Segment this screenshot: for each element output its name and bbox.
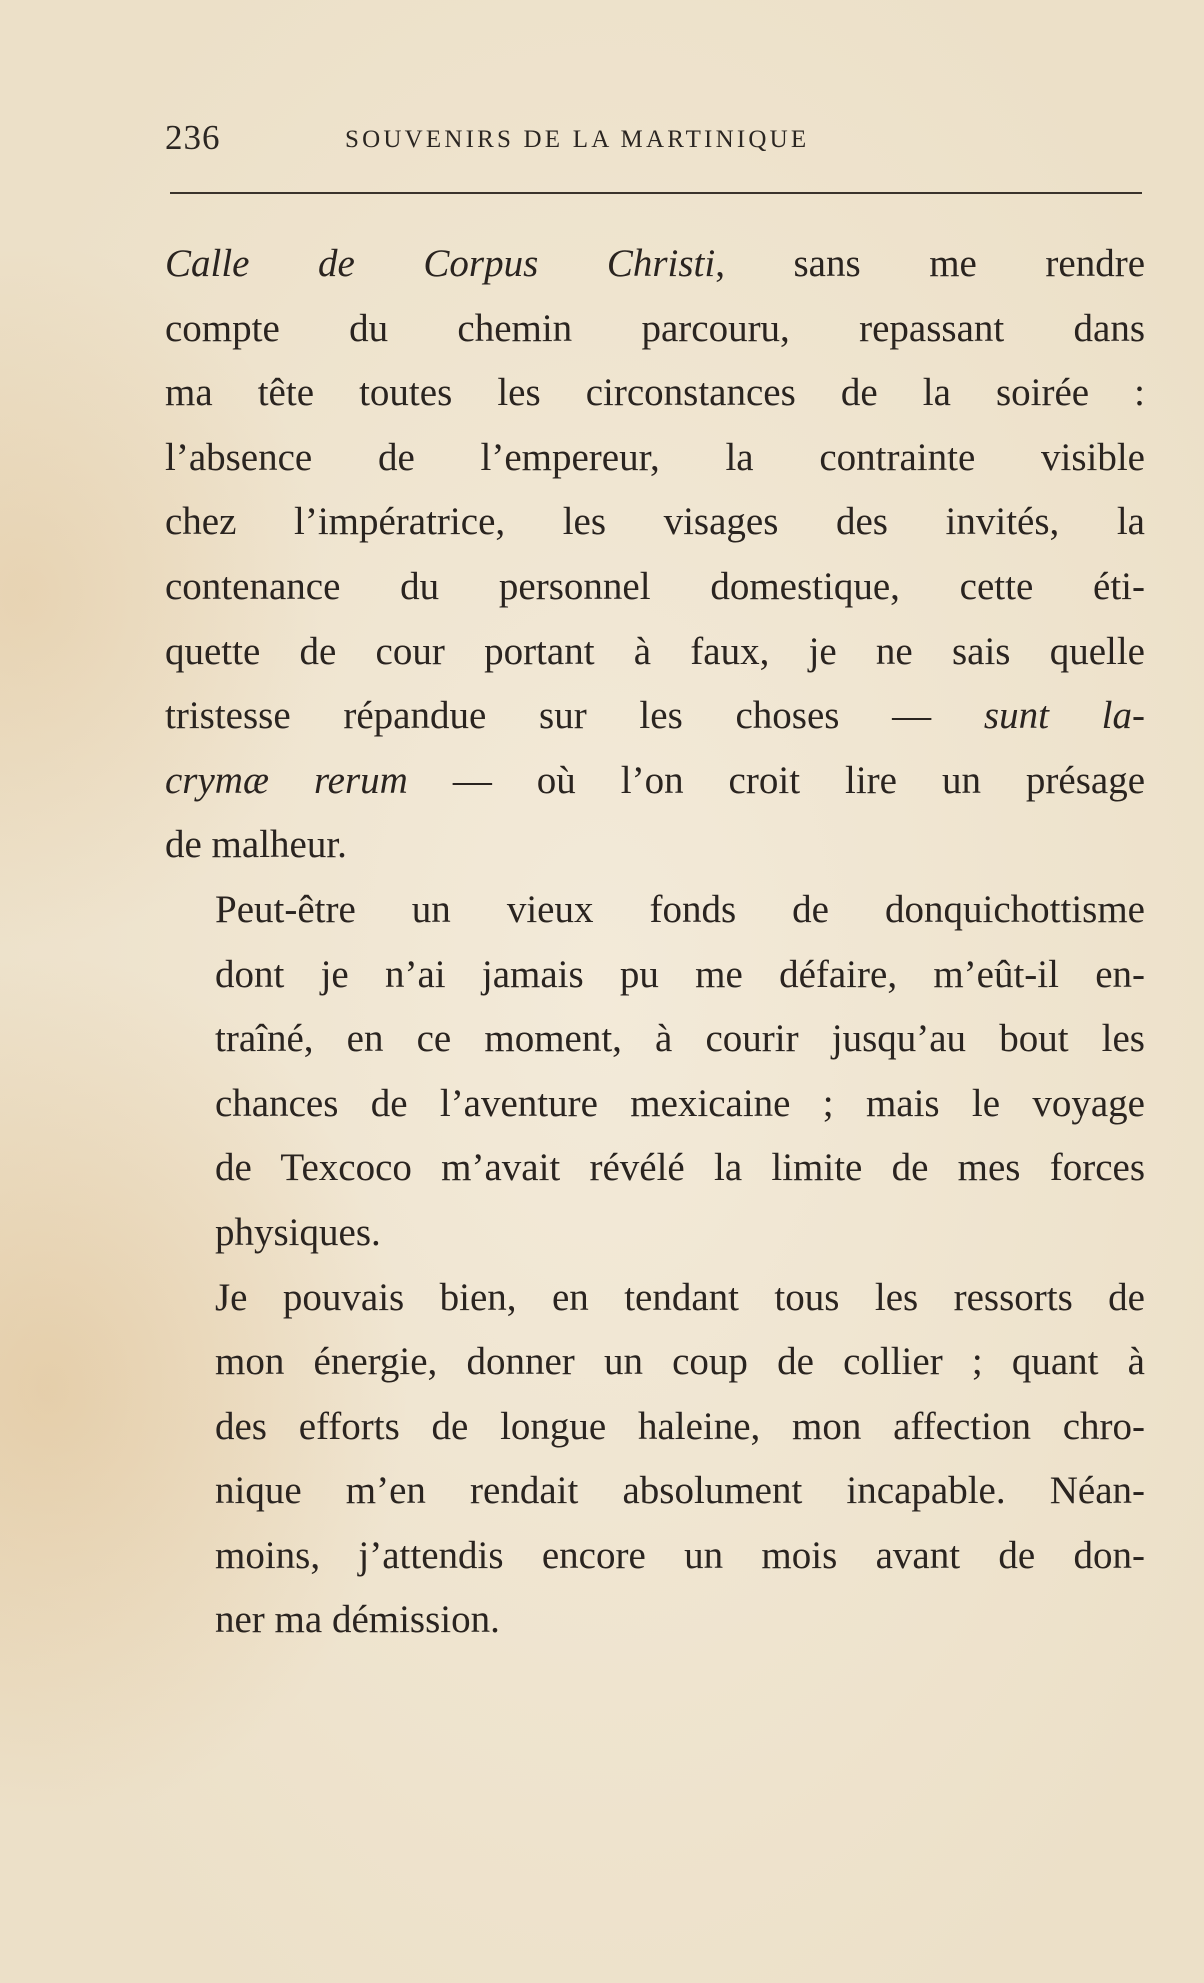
text-span: — où l’on croit lire un présage — [407, 758, 1146, 802]
text-line — [165, 749, 1145, 814]
text-line — [165, 232, 1145, 297]
page-number: 236 — [165, 118, 221, 157]
text-line: l’absence de l’empereur, la contrainte visible — [165, 435, 1145, 479]
page-header — [165, 118, 1140, 164]
text-line: nique m’en rendait absolument incapable. Néan- — [215, 1469, 1145, 1513]
text-line: des efforts de longue haleine, mon affection chro- — [215, 1404, 1145, 1448]
text-line: compte du chemin parcouru, repassant dans — [165, 306, 1145, 350]
text-line: quette de cour portant à faux, je ne sais quelle — [165, 629, 1145, 673]
italic-text: crymæ rerum — [165, 758, 408, 802]
text-line: ma tête toutes les circonstances de la soirée : — [165, 371, 1145, 415]
text-line — [165, 684, 1145, 749]
text-span: tristesse répandue sur les choses — — [165, 694, 984, 738]
text-span: , sans me rendre — [715, 242, 1146, 285]
text-line: chances de l’aventure mexicaine ; mais le voyage — [215, 1081, 1145, 1125]
text-line: moins, j’attendis encore un mois avant de don- — [215, 1533, 1145, 1577]
text-line: traîné, en ce moment, à courir jusqu’au bout les — [215, 1017, 1145, 1061]
text-line: mon énergie, donner un coup de collier ; quant à — [215, 1340, 1145, 1384]
text-line: Peut-être un vieux fonds de donquichottisme — [215, 887, 1145, 931]
text-line: physiques. — [215, 1210, 381, 1254]
paragraph-1 — [165, 232, 1145, 878]
header-rule — [170, 192, 1142, 194]
running-title: SOUVENIRS DE LA MARTINIQUE — [345, 126, 810, 153]
italic-text: Calle de Corpus Christi — [165, 242, 716, 285]
paragraph-2 — [165, 878, 1145, 1266]
text-line: de Texcoco m’avait révélé la limite de mes forces — [215, 1146, 1145, 1190]
text-line: ner ma démission. — [215, 1598, 500, 1642]
text-line: chez l’impératrice, les visages des invités, la — [165, 500, 1145, 544]
text-line: de malheur. — [165, 823, 347, 867]
text-line: dont je n’ai jamais pu me défaire, m’eût-il en- — [215, 952, 1145, 996]
body-text — [165, 232, 1145, 1653]
paragraph-3 — [165, 1266, 1145, 1654]
italic-text: sunt la- — [983, 694, 1145, 738]
text-line: Je pouvais bien, en tendant tous les ressorts de — [215, 1275, 1145, 1319]
text-line: contenance du personnel domestique, cette éti- — [165, 564, 1145, 608]
